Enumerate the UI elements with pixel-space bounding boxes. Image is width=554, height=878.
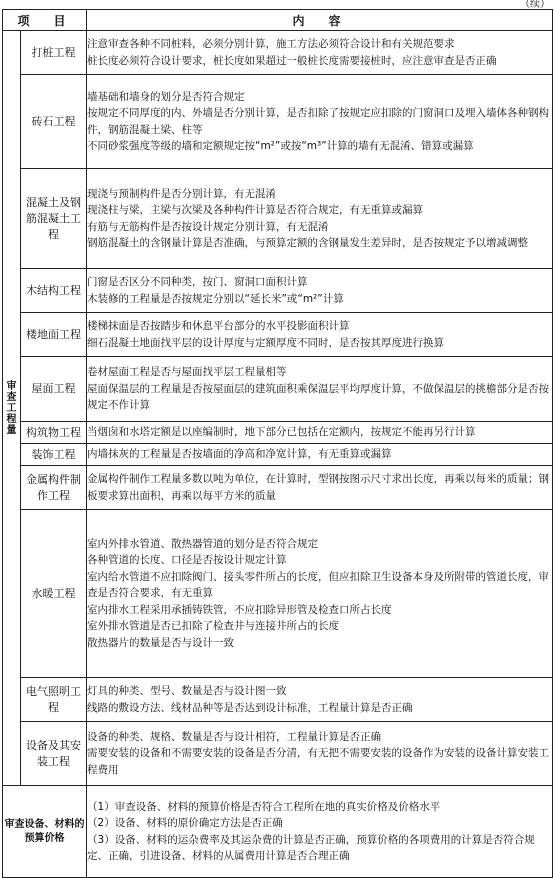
content-cell — [87, 722, 553, 786]
content-line: 木装修的工程量是否按规定分别以“延长米”或“m²”计算 — [87, 292, 344, 305]
content-line: 屋面保温层的工程量是否按屋面层的建筑面积乘保温层平均厚度计算，不做保温层的挑檐部分是否按规定不作计算 — [87, 382, 550, 412]
content-cell — [87, 75, 553, 169]
continued-label: （续） — [520, 0, 550, 10]
content-line: 需要安装的设备和不需要安装的设备是否分清，有无把不需要安装的设备作为安装的设备计算安装工程费用 — [87, 747, 550, 776]
content-line: 卷材屋面工程是否与屋面找平层工程量相等 — [87, 366, 287, 379]
table-row — [3, 786, 553, 878]
content-cell — [87, 357, 553, 422]
item-cell: 混凝土及钢筋混凝土工程 — [21, 169, 87, 269]
header-item: 项 目 — [3, 10, 87, 31]
item-cell: 屋面工程 — [21, 357, 87, 422]
item-cell: 金属构件制作工程 — [21, 466, 87, 510]
review-table — [2, 9, 553, 878]
content-line: 现浇与预制构件是否分别计算，有无混淆 — [87, 187, 277, 200]
table-row — [3, 75, 553, 169]
item-cell: 打桩工程 — [21, 31, 87, 75]
content-line: 细石混凝土地面找平层的设计厚度与定额厚度不同时，是否按其厚度进行换算 — [87, 336, 445, 349]
category-cell: 审查工程量 — [3, 31, 21, 786]
item-cell: 砖石工程 — [21, 75, 87, 169]
content-cell — [87, 786, 553, 878]
content-line: 门窗是否区分不同种类，按门、窗洞口面积计算 — [87, 276, 308, 288]
content-line: 按规定不同厚度的内、外墙是否分别计算，是否扣除了按规定应扣除的门窗洞口及埋入墙体各种钢构件，钢筋混凝土梁、柱等 — [87, 107, 550, 136]
content-cell — [87, 422, 553, 444]
content-line: 室内给水管道不应扣除阀门、接头零件所占的长度，但应扣除卫生设备本身及所附带的管道长度，审查是否符合要求，有无重算 — [87, 570, 550, 600]
item-cell: 楼地面工程 — [21, 313, 87, 357]
content-line: 金属构件制作工程量多数以吨为单位，在计算时，型钢按图示尺寸求出长度，再乘以每米的质量；钢板要求算出面积，再乘以每平方米的质量 — [87, 473, 550, 502]
item-cell: 设备及其安装工程 — [21, 722, 87, 786]
content-line: 注意审查各种不同桩料，必须分别计算，施工方法必须符合设计和有关规范要求 — [87, 38, 455, 50]
content-cell — [87, 31, 553, 75]
content-cell — [87, 510, 553, 678]
content-cell — [87, 444, 553, 466]
content-line: 当烟囱和水塔定额是以座编制时，地下部分已包括在定额内，按规定不能再另行计算 — [87, 426, 476, 439]
item-cell: 装饰工程 — [21, 444, 87, 466]
content-cell — [87, 466, 553, 510]
content-line: （1）审查设备、材料的预算价格是否符合工程所在地的真实价格及价格水平 — [87, 800, 441, 813]
content-cell — [87, 313, 553, 357]
table-row — [3, 444, 553, 466]
table-row — [3, 269, 553, 313]
content-line: 现浇柱与梁，主梁与次梁及各种构件计算是否符合规定，有无重算或漏算 — [87, 204, 424, 216]
content-line: 内墙抹灰的工程量是否按墙面的净高和净宽计算，有无重算或漏算 — [87, 448, 392, 461]
content-line: 墙基础和墙身的划分是否符合规定 — [87, 90, 245, 103]
table-header-row — [3, 10, 553, 31]
content-line: 散热器片的数量是否与设计一致 — [87, 636, 235, 649]
table-row — [3, 357, 553, 422]
content-line: 桩长度必须符合设计要求，桩长度如果超过一般桩长度需要接桩时，应注意审查是否正确 — [87, 54, 497, 67]
table-row — [3, 510, 553, 678]
table-body — [3, 31, 553, 878]
table-row — [3, 313, 553, 357]
table-row — [3, 722, 553, 786]
content-line: 灯具的种类、型号、数量是否与设计图一致 — [87, 685, 287, 697]
content-line: 设备的种类、规格、数量是否与设计相符，工程量计算是否正确 — [87, 730, 382, 743]
content-line: 楼梯抹面是否按踏步和休息平台部分的水平投影面积计算 — [87, 320, 350, 332]
item-cell: 水暖工程 — [21, 510, 87, 678]
content-line: 有筋与无筋构件是否按设计规定分别计算，有无混淆 — [87, 220, 329, 233]
table-row — [3, 422, 553, 444]
header-content: 内 容 — [87, 10, 553, 31]
table-row — [3, 466, 553, 510]
content-cell — [87, 169, 553, 269]
table-row — [3, 678, 553, 722]
item-cell: 审查设备、材料的预算价格 — [3, 786, 87, 878]
content-cell — [87, 269, 553, 313]
item-cell: 构筑物工程 — [21, 422, 87, 444]
item-cell: 电气照明工程 — [21, 678, 87, 722]
content-line: 不同砂浆强度等级的墙和定额规定按“m²”或按“m³”计算的墙有无混淆、错算或漏算 — [87, 140, 474, 152]
content-line: 室内排水工程采用承插铸铁管，不应扣除异形管及检查口所占长度 — [87, 603, 392, 616]
content-line: 钢筋混凝土的含钢量计算是否准确，与预算定额的含钢量发生差异时，是否按规定予以增减调整 — [87, 237, 529, 249]
table-row — [3, 169, 553, 269]
content-line: 各种管道的长度、口径是否按设计规定计算 — [87, 554, 287, 567]
content-cell — [87, 678, 553, 722]
content-line: （2）设备、材料的原价确定方法是否正确 — [87, 817, 283, 829]
content-line: 室外排水管道是否已扣除了检查井与连接井所占的长度 — [87, 620, 340, 633]
table-row — [3, 31, 553, 75]
item-cell: 木结构工程 — [21, 269, 87, 313]
content-line: （3）设备、材料的运杂费率及其运杂费的计算是否正确，预算价格的各项费用的计算是否符合规定、正确，引进设备、材料的从属费用计算是否合理正确 — [87, 833, 535, 862]
content-line: 线路的敷设方法、线材品种等是否达到设计标准，工程量计算是否正确 — [87, 701, 413, 714]
content-line: 室内外排水管道、散热器管道的划分是否符合规定 — [87, 537, 319, 550]
